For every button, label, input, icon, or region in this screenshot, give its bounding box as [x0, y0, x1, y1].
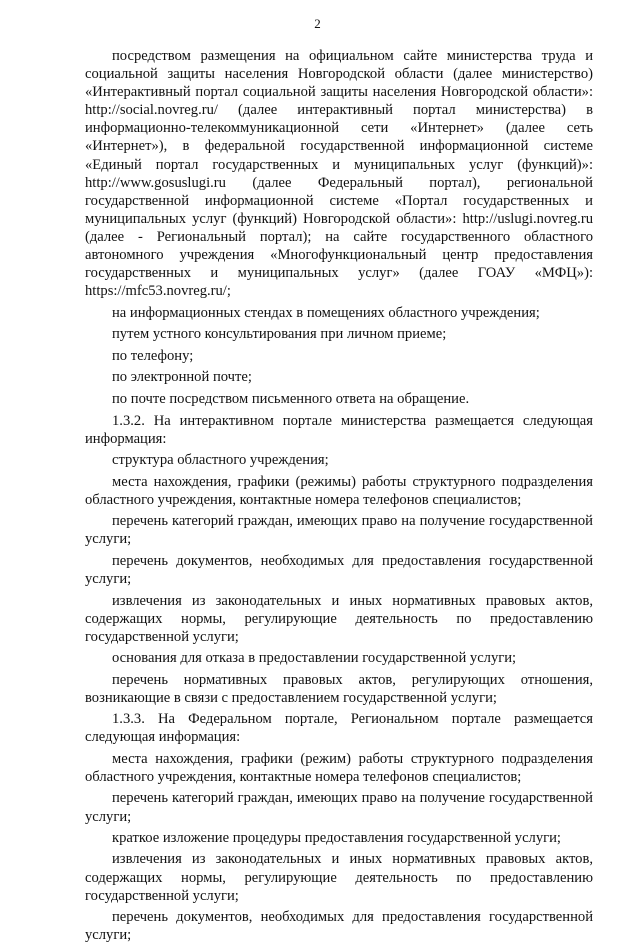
paragraph-documents-2: перечень документов, необходимых для предоставления государственной услуги; [85, 909, 593, 944]
paragraph-by-post: по почте посредством письменного ответа на обращение. [112, 390, 470, 407]
paragraph-categories-2: перечень категорий граждан, имеющих право на получение государственной услуги; [85, 790, 593, 825]
paragraph-legal-extracts: извлечения из законодательных и иных нормативных правовых актов, содержащих нормы, регулирующие деятельность по предоставлению государственной услуги; [85, 592, 593, 645]
paragraph-procedure-summary: краткое изложение процедуры предоставления государственной услуги; [112, 830, 561, 846]
paragraph-documents: перечень документов, необходимых для предоставления государственной услуги; [85, 552, 593, 588]
paragraph-info-channels: посредством размещения на официальном сайте министерства труда и социальной защиты населения Новгородской области (далее министерство) «Интерактивный портал социальной защиты населения Новгородской области»: http://social.novreg.ru/ (далее интерактивный портал министерства) в информационно-телекоммуникационной сети «Интернет» (далее сеть «Интернет»), в федеральной государственной информационной системе «Единый портал государственных и муниципальных услуг (функций)»: http://www.gosuslugi.ru (далее Федеральный портал), региональной государственной информационной системе «Портал государственных и муниципальных услуг (функций) Новгородской области»: http://uslugi.novreg.ru (далее - Региональный портал); на сайте государственного областного автономного учреждения «Многофункциональный центр предоставления государственных и муниципальных услуг» (далее ГОАУ «МФЦ»): https://mfc53.novreg.ru/; [85, 48, 593, 300]
document-body [85, 47, 593, 944]
paragraph-structure: структура областного учреждения; [112, 452, 329, 469]
paragraph-refusal-grounds: основания для отказа в предоставлении государственной услуги; [112, 650, 517, 667]
paragraph-by-email: по электронной почте; [112, 369, 252, 386]
paragraph-info-stands: на информационных стендах в помещениях областного учреждения; [112, 304, 540, 321]
section-1-3-2: 1.3.2. На интерактивном портале министерства размещается следующая информация: [85, 412, 593, 447]
paragraph-locations-2: места нахождения, графики (режим) работы структурного подразделения областного учреждения, контактные номера телефонов специалистов; [85, 750, 593, 785]
paragraph-legal-extracts-2: извлечения из законодательных и иных нормативных правовых актов, содержащих нормы, регулирующие деятельность по предоставлению государственной услуги; [85, 851, 593, 904]
paragraph-categories: перечень категорий граждан, имеющих право на получение государственной услуги; [85, 513, 593, 548]
page-number: 2 [314, 16, 321, 31]
paragraph-oral-consulting: путем устного консультирования при личном приеме; [112, 326, 447, 343]
paragraph-locations: места нахождения, графики (режимы) работы структурного подразделения областного учреждения, контактные номера телефонов специалистов; [85, 473, 593, 508]
paragraph-by-phone: по телефону; [112, 347, 194, 364]
section-1-3-3: 1.3.3. На Федеральном портале, Региональном портале размещается следующая информация: [85, 711, 593, 746]
paragraph-legal-acts: перечень нормативных правовых актов, регулирующих отношения, возникающие в связи с предоставлением государственной услуги; [85, 671, 593, 706]
